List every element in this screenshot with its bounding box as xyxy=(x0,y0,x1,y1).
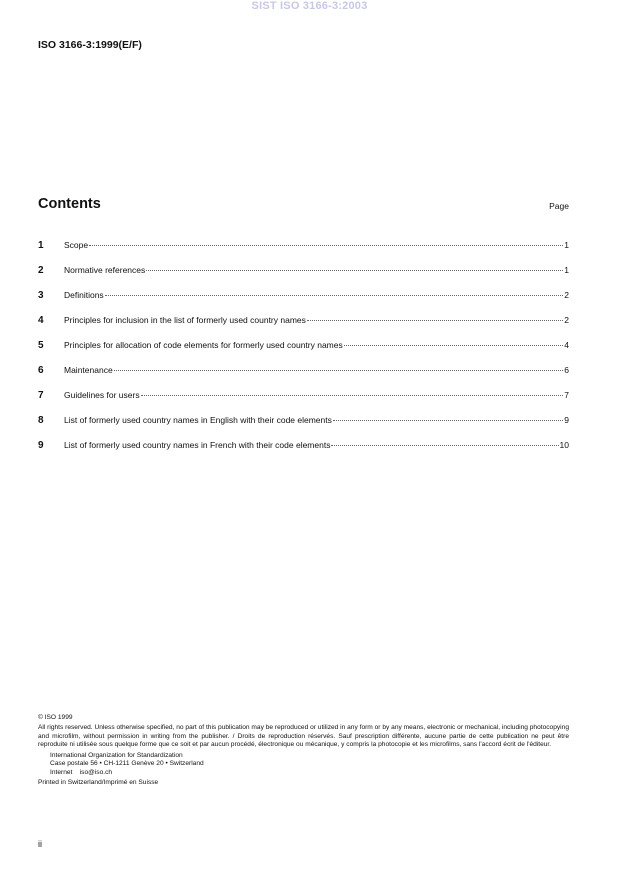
toc-entry-page: 7 xyxy=(564,390,569,400)
toc-entry-number: 3 xyxy=(38,290,44,301)
toc-entry-page: 6 xyxy=(564,365,569,375)
toc-entry-number: 1 xyxy=(38,240,44,251)
toc-entry-page: 1 xyxy=(564,240,569,250)
toc-entry-title: Principles for inclusion in the list of formerly used country names xyxy=(64,315,306,325)
toc-entry-title: Definitions xyxy=(64,290,104,300)
page-number: ii xyxy=(38,839,42,849)
page-column-label: Page xyxy=(549,201,569,211)
toc-entry-number: 6 xyxy=(38,365,44,376)
toc-entry-title: Scope xyxy=(64,240,89,250)
toc-entry[interactable] xyxy=(38,265,569,290)
copyright-notice: © ISO 1999 xyxy=(38,714,73,721)
toc-entry-title: Principles for allocation of code elements for formerly used country names xyxy=(64,340,343,350)
toc-entry-title: List of formerly used country names in French with their code elements xyxy=(64,440,331,450)
rights-statement: All rights reserved. Unless otherwise specified, no part of this publication may be reproduced or utilized in any form or by any means, electronic or mechanical, including photocopying and microfilm, without permission in writing from the publisher. / Droits de reproduction réservés. Sauf prescription différente, aucune partie de cette publication ne peut être reproduite ni utilisée sous quelque forme que ce soit et par aucun procédé, électronique ou mécanique, y compris la photocopie et les microfilms, sans l'accord écrit de l'éditeur. xyxy=(38,724,569,748)
toc-entry[interactable] xyxy=(38,340,569,365)
toc-entry-page: 4 xyxy=(564,340,569,350)
toc-entry[interactable] xyxy=(38,415,569,440)
toc-entry-page: 1 xyxy=(564,265,569,275)
toc-entry-number: 9 xyxy=(38,440,44,451)
toc-entry-number: 7 xyxy=(38,390,44,401)
publisher-address xyxy=(50,752,569,777)
toc-entry-page: 9 xyxy=(564,415,569,425)
toc-entry[interactable] xyxy=(38,240,569,265)
toc-entry-page: 2 xyxy=(564,290,569,300)
dot-leader xyxy=(105,295,564,296)
toc-entry-title: Guidelines for users xyxy=(64,390,140,400)
dot-leader xyxy=(307,320,563,321)
table-of-contents xyxy=(38,240,569,465)
toc-entry[interactable] xyxy=(38,440,569,465)
postal-address: Case postale 56 • CH-1211 Genève 20 • Switzerland xyxy=(50,760,204,768)
watermark: SIST ISO 3166-3:2003 xyxy=(251,0,368,12)
toc-entry-number: 4 xyxy=(38,315,44,326)
toc-entry-title: List of formerly used country names in English with their code elements xyxy=(64,415,332,425)
dot-leader xyxy=(141,395,564,396)
toc-entry[interactable] xyxy=(38,365,569,390)
dot-leader xyxy=(146,270,563,271)
toc-entry[interactable] xyxy=(38,315,569,340)
toc-entry-number: 8 xyxy=(38,415,44,426)
contents-heading: Contents xyxy=(38,196,101,212)
toc-entry-page: 2 xyxy=(564,315,569,325)
toc-entry[interactable] xyxy=(38,390,569,415)
toc-entry-page: 10 xyxy=(559,440,569,450)
internet-contact: Internet iso@iso.ch xyxy=(50,768,113,776)
dot-leader xyxy=(344,345,564,346)
dot-leader xyxy=(89,245,563,246)
toc-entry-number: 5 xyxy=(38,340,44,351)
toc-entry-title: Normative references xyxy=(64,265,146,275)
dot-leader xyxy=(114,370,564,371)
dot-leader xyxy=(331,445,558,446)
toc-entry-title: Maintenance xyxy=(64,365,113,375)
copyright-footer xyxy=(38,714,569,787)
toc-entry[interactable] xyxy=(38,290,569,315)
organization-name: International Organization for Standardization xyxy=(50,752,183,760)
dot-leader xyxy=(333,420,563,421)
document-id: ISO 3166-3:1999(E/F) xyxy=(38,39,142,51)
printed-in: Printed in Switzerland/Imprimé en Suisse xyxy=(38,779,159,787)
toc-entry-number: 2 xyxy=(38,265,44,276)
